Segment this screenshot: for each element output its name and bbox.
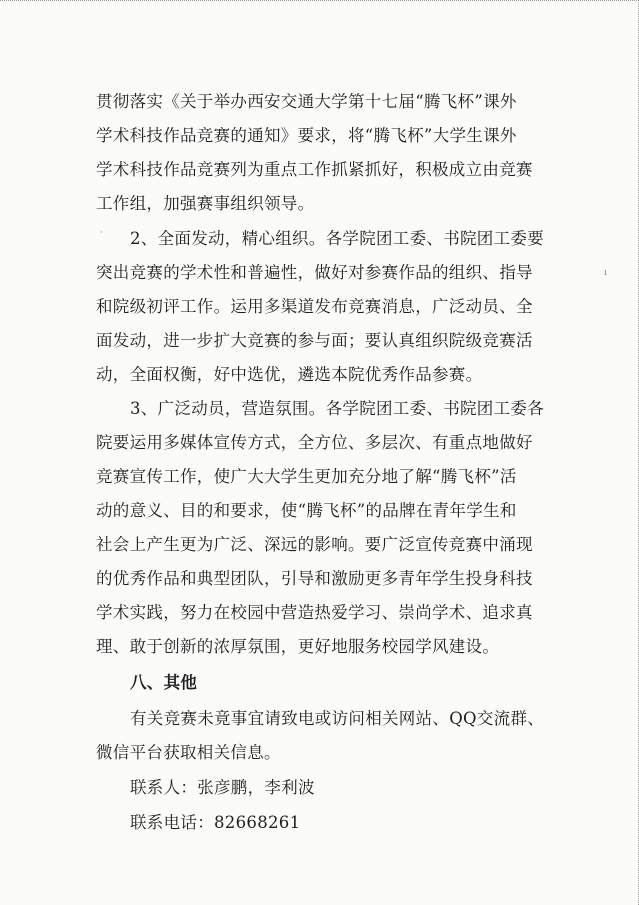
item-2-line-5: 动，全面权衡，好中选优，遴选本院优秀作品参赛。 — [96, 365, 483, 384]
body-line-4: 工作组，加强赛事组织领导。 — [96, 194, 315, 213]
scan-speck-right: ı — [604, 268, 607, 278]
item-3-line-1: 3、广泛动员，营造氛围。各学院团工委、书院团工委各 — [130, 399, 544, 418]
item-2-line-2: 突出竞赛的学术性和普遍性，做好对参赛作品的组织、指导 — [96, 263, 533, 282]
other-line-2: 微信平台获取相关信息。 — [96, 743, 281, 762]
body-line-3: 学术科技作品竞赛列为重点工作抓紧抓好，积极成立由竞赛 — [96, 160, 533, 179]
item-3-line-8: 理、敢于创新的浓厚氛围，更好地服务校园学风建设。 — [96, 637, 500, 656]
item-2-line-3: 和院级初评工作。运用多渠道发布竞赛消息，广泛动员、全 — [96, 297, 533, 316]
item-2-line-4: 面发动，进一步扩大竞赛的参与面；要认真组织院级竞赛活 — [96, 331, 533, 350]
item-3-line-3: 竞赛宣传工作，使广大大学生更加充分地了解“腾飞杯”活 — [96, 467, 517, 486]
contact-person: 联系人：张彦鹏，李利波 — [130, 778, 315, 797]
scan-speck-left: · — [100, 228, 103, 238]
section-heading-other: 八、其他 — [130, 673, 198, 692]
body-line-2: 学术科技作品竞赛的通知》要求，将“腾飞杯”大学生课外 — [96, 126, 517, 145]
item-3-line-6: 的优秀作品和典型团队，引导和激励更多青年学生投身科技 — [96, 569, 533, 588]
item-3-line-5: 社会上产生更为广泛、深远的影响。要广泛宣传竞赛中涌现 — [96, 535, 533, 554]
item-3-line-4: 动的意义、目的和要求，使“腾飞杯”的品牌在青年学生和 — [96, 501, 517, 520]
body-line-1: 贯彻落实《关于举办西安交通大学第十七届“腾飞杯”课外 — [96, 92, 517, 111]
other-line-1: 有关竞赛未竟事宜请致电或访问相关网站、QQ交流群、 — [130, 709, 545, 728]
item-3-line-7: 学术实践，努力在校园中营造热爱学习、崇尚学术、追求真 — [96, 603, 533, 622]
item-2-line-1: 2、全面发动，精心组织。各学院团工委、书院团工委要 — [130, 229, 544, 248]
item-3-line-2: 院要运用多媒体宣传方式，全方位、多层次、有重点地做好 — [96, 433, 533, 452]
contact-phone: 联系电话：82668261 — [130, 813, 301, 832]
